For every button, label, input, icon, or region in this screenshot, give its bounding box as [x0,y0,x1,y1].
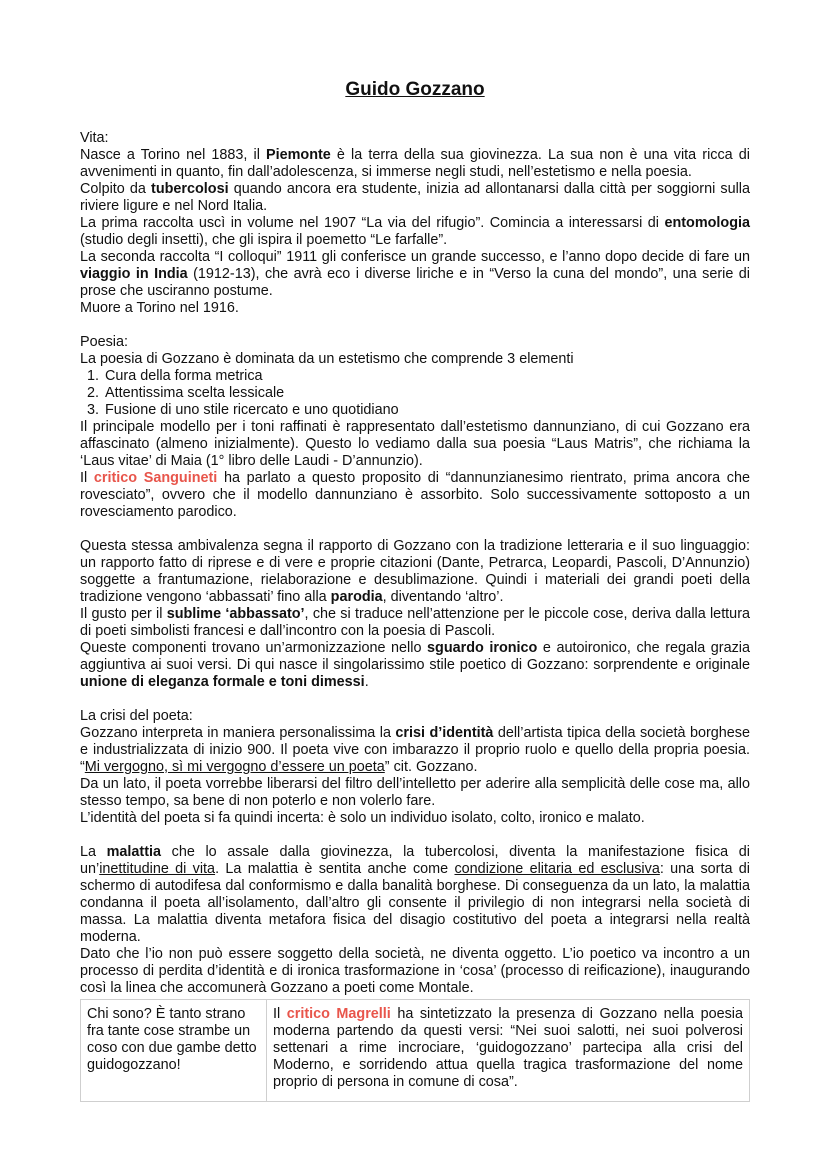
numbered-list [80,368,750,419]
paragraph: Muore a Torino nel 1916. [80,300,239,316]
paragraph: Dato che l’io non può essere soggetto della società, ne diventa oggetto. L’io poetico va incontro a un processo di perdita d’identità e di ironica trasformazione in ‘cosa’ (processo di reificazione), inaugurando così la linea che accomunerà Gozzano a poeti come Montale. [80,946,750,996]
paragraph: La seconda raccolta “I colloqui” 1911 gli conferisce un grande successo, e l’anno dopo decide di fare un viaggio in India (1912-13), che avrà eco i diverse liriche e in “Verso la cuna del mondo”, una serie di prose che usciranno postume. [80,249,750,299]
list-item: 1. Cura della forma metrica [103,368,750,385]
document-page [80,78,750,1102]
section-poesia [80,334,750,691]
paragraph: La prima raccolta uscì in volume nel 1907 “La via del rifugio”. Comincia a interessarsi di entomologia (studio degli insetti), che gli ispira il poemetto “Le farfalle”. [80,215,750,248]
paragraph: Queste componenti trovano un’armonizzazione nello sguardo ironico e autoironico, che regala grazia aggiuntiva ai suoi versi. Di qui nasce il singolarissimo stile poetico di Gozzano: sorprendente e originale unione di eleganza formale e toni dimessi. [80,640,750,690]
paragraph: La poesia di Gozzano è dominata da un estetismo che comprende 3 elementi [80,351,574,367]
paragraph: Gozzano interpreta in maniera personalissima la crisi d’identità dell’artista tipica della società borghese e industrializzata di inizio 900. Il poeta vive con imbarazzo il proprio ruolo e quello della propria poesia. “Mi vergogno, sì mi vergogno d’essere un poeta” cit. Gozzano. [80,725,750,775]
quote-table [80,999,750,1102]
paragraph: Il gusto per il sublime ‘abbassato’, che si traduce nell’attenzione per le piccole cose, deriva dalla lettura di poeti simbolisti francesi e dall’incontro con la poesia di Pascoli. [80,606,750,639]
highlight-critic: critico Sanguineti [93,470,218,486]
paragraph: Colpito da tubercolosi quando ancora era studente, inizia ad allontanarsi dalla città per soggiorni sulla riviere ligure e nel Nord Italia. [80,181,750,214]
highlight-critic: critico Magrelli [286,1006,391,1022]
paragraph: Il principale modello per i toni raffinati è rappresentato dall’estetismo dannunziano, di cui Gozzano era affascinato (almeno inizialmente). Questo lo vediamo dalla sua poesia “Laus Matris”, che richiama la ‘Laus vitae’ di Maia (1° libro delle Laudi - D’annunzio). [80,419,750,469]
page-title: Guido Gozzano [345,79,485,100]
paragraph: Questa stessa ambivalenza segna il rapporto di Gozzano con la tradizione letteraria e il suo linguaggio: un rapporto fatto di riprese e di vere e proprie citazioni (Dante, Petrarca, Leopardi, Pascoli, D’Annunzio) soggette a frantumazione, rielaborazione e desublimazione. Quindi i materiali dei grandi poeti della tradizione vengono ‘abbassati’ fino alla parodia, diventando ‘altro’. [80,538,750,605]
list-item: 3. Fusione di uno stile ricercato e uno quotidiano [103,402,750,419]
verse-cell: Chi sono? È tanto strano fra tante cose strambe un coso con due gambe detto guidogozzano! [81,1000,267,1102]
paragraph: La malattia che lo assale dalla giovinezza, la tubercolosi, diventa la manifestazione fisica di un’inettitudine di vita. La malattia è sentita anche come condizione elitaria ed esclusiva: una sorta di schermo di autodifesa dal conformismo e dalla banalità borghese. Di conseguenza da un lato, la malattia condanna il poeta all’isolamento, dall’altro gli consente il privilegio di non integrarsi nella società di massa. La malattia diventa metafora fisica del disagio costitutivo del poeta a integrarsi nella realtà moderna. [80,844,750,945]
section-heading: La crisi del poeta: [80,708,193,724]
section-heading: Vita: [80,130,109,146]
paragraph: L’identità del poeta si fa quindi incerta: è solo un individuo isolato, colto, ironico e malato. [80,810,645,826]
paragraph: Il critico Sanguineti ha parlato a questo proposito di “dannunzianesimo rientrato, prima ancora che rovesciato”, ovvero che il modello dannunziano è assorbito. Solo successivamente sottoposto a un rovesciamento parodico. [80,470,750,520]
section-heading: Poesia: [80,334,128,350]
paragraph: Da un lato, il poeta vorrebbe liberarsi del filtro dell’intelletto per aderire alla semplicità delle cose ma, allo stesso tempo, sa bene di non poterlo e non volerlo fare. [80,776,750,809]
section-vita [80,130,750,317]
comment-cell: Il critico Magrelli ha sintetizzato la presenza di Gozzano nella poesia moderna partendo da questi versi: “Nei suoi salotti, nei suoi polverosi settenari a rime incrociare, ‘guidogozzano’ partecipa alla crisi del Moderno, e sorridendo attua quella tragica trasformazione del nome proprio di persona in comune di cosa”. [267,1000,750,1102]
list-item: 2. Attentissima scelta lessicale [103,385,750,402]
paragraph: Nasce a Torino nel 1883, il Piemonte è la terra della sua giovinezza. La sua non è una vita ricca di avvenimenti in quanto, fin dall’adolescenza, si immerse negli studi, nell’estetismo e nella poesia. [80,147,750,180]
section-malattia [80,844,750,997]
section-crisi [80,708,750,827]
